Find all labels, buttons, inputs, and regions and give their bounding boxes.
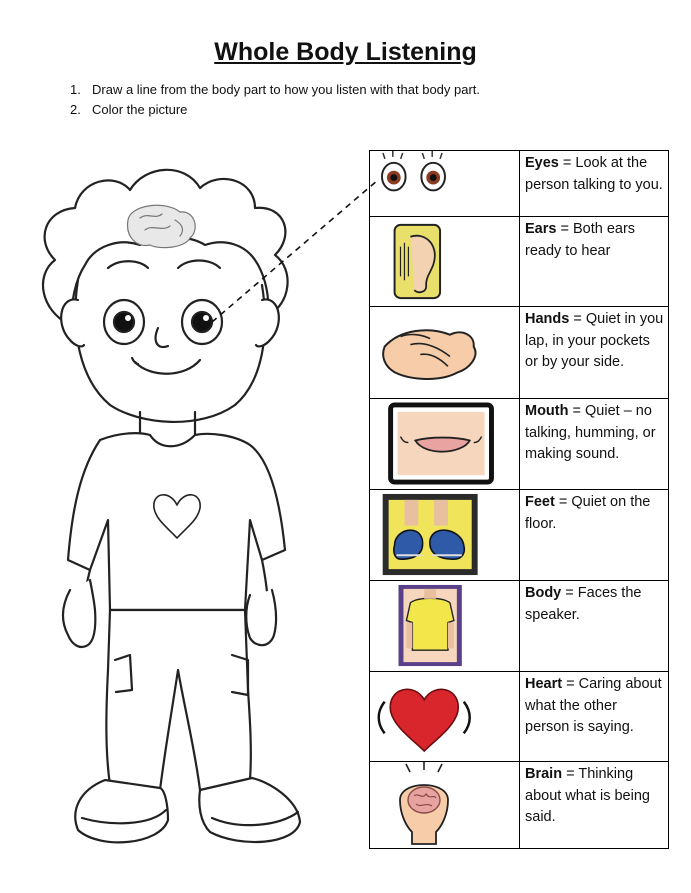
row-text: [525, 401, 665, 466]
ear-icon: [370, 217, 520, 306]
row-description: = Thinking about what is being said.: [525, 766, 650, 825]
instruction-item: 2. Color the picture: [70, 102, 188, 117]
boy-coloring-figure: [0, 150, 370, 888]
table-row-brain: [370, 762, 668, 848]
table-row-hands: [370, 307, 668, 399]
table-row-mouth: [370, 399, 668, 490]
instruction-text: Draw a line from the body part to how you listen with that body part.: [92, 82, 481, 97]
row-description: = Both ears ready to hear: [525, 221, 636, 259]
heart-icon: [370, 672, 520, 761]
row-part-label: Hands: [525, 311, 570, 327]
row-part-label: Brain: [525, 766, 563, 782]
row-part-label: Eyes: [525, 155, 559, 171]
instruction-item: 1. Draw a line from the body part to how you listen with that body part.: [70, 82, 481, 97]
row-text: [525, 153, 665, 196]
row-part-label: Body: [525, 585, 562, 601]
instruction-text: Color the picture: [92, 102, 188, 117]
table-row-feet: [370, 490, 668, 581]
hands-icon: [370, 307, 520, 398]
row-text: [525, 219, 665, 262]
mouth-icon: [370, 399, 520, 489]
row-description: = Quiet on the floor.: [525, 494, 651, 532]
row-description: = Faces the speaker.: [525, 585, 642, 623]
row-part-label: Mouth: [525, 403, 569, 419]
row-part-label: Ears: [525, 221, 557, 237]
listening-table: [369, 150, 669, 849]
eyes-icon: [370, 151, 520, 216]
table-row-ears: [370, 217, 668, 307]
row-description: = Caring about what the other person is saying.: [525, 676, 662, 735]
row-text: [525, 764, 665, 829]
row-text: [525, 492, 665, 535]
instructions-list: [70, 80, 480, 120]
brain-icon: [370, 762, 520, 848]
table-row-heart: [370, 672, 668, 762]
row-description: = Quiet in you lap, in your pockets or by your side.: [525, 311, 664, 370]
row-part-label: Heart: [525, 676, 563, 692]
row-text: [525, 583, 665, 626]
row-description: = Quiet – no talking, humming, or making sound.: [525, 403, 656, 462]
brain-on-head: [128, 205, 196, 247]
feet-icon: [370, 490, 520, 580]
body-icon: [370, 581, 520, 671]
page-title: Whole Body Listening: [214, 38, 477, 66]
row-text: [525, 674, 665, 739]
table-row-body: [370, 581, 668, 672]
row-text: [525, 309, 665, 374]
table-row-eyes: [370, 151, 668, 217]
row-description: = Look at the person talking to you.: [525, 155, 663, 193]
row-part-label: Feet: [525, 494, 555, 510]
